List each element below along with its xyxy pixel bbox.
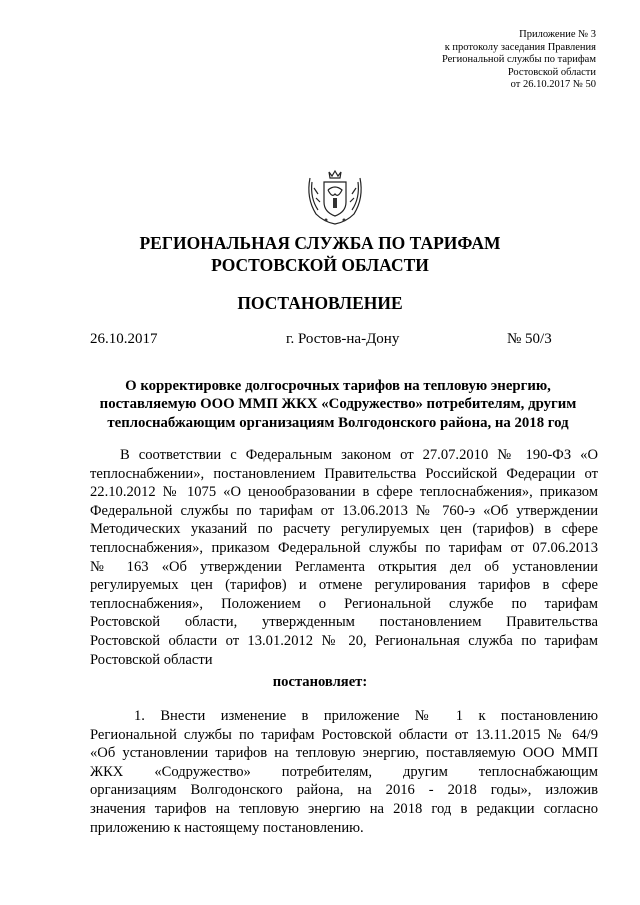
annex-line: Ростовской области: [507, 66, 596, 78]
preamble-line: регулируемых цен (тарифов) и отмене регулирования тарифов в сфере: [90, 577, 598, 594]
item-1-line: 1. Внести изменение в приложение № 1 к постановлению: [134, 708, 598, 724]
annex-line: Приложение № 3: [519, 29, 596, 40]
subject-line: О корректировке долгосрочных тарифов на тепловую энергию,: [125, 378, 551, 394]
document-city: г. Ростов-на-Дону: [286, 331, 400, 347]
subject-line: поставляемую ООО ММП ЖКХ «Содружество» потребителям, другим: [99, 396, 577, 413]
preamble-line: Ростовской области, утвержденным постановлением Правительства: [90, 614, 598, 631]
preamble-line: Ростовской области от 13.01.2012 № 20, Региональная служба по тарифам: [90, 632, 598, 649]
item-1-line: ЖКХ «Содружество» потребителям, другим теплоснабжающим: [90, 763, 598, 780]
preamble-line: В соответствии с Федеральным законом от 27.07.2010 № 190-ФЗ «О: [120, 447, 598, 463]
item-1-line: «Об установлении тарифов на тепловую энергию, поставляемую ООО ММП: [90, 745, 598, 762]
organization-name-line1: РЕГИОНАЛЬНАЯ СЛУЖБА ПО ТАРИФАМ: [139, 233, 501, 253]
annex-line: от 26.10.2017 № 50: [510, 79, 596, 91]
preamble-line: Ростовской области: [90, 651, 213, 668]
item-1-paragraph: [90, 707, 598, 837]
annex-reference: [336, 29, 596, 92]
item-1-line: значения тарифов на тепловую энергию на 2018 год в редакции согласно: [90, 800, 598, 817]
document-date: 26.10.2017: [90, 331, 158, 347]
document-subject: [88, 377, 588, 432]
preamble-line: № 163 «Об утверждении Регламента открытия дел об установлении: [90, 558, 598, 575]
coat-of-arms-icon: [302, 168, 368, 226]
item-1-line: организациям Волгодонского района, на 2016 - 2018 годы», изложив: [90, 782, 598, 799]
document-type: ПОСТАНОВЛЕНИЕ: [237, 293, 403, 313]
preamble-line: теплоснабжения», Положением о Региональной службе по тарифам: [90, 595, 598, 612]
preamble-line: Методических указаний по расчету регулируемых цен (тарифов) в сфере: [90, 521, 598, 538]
decision-word: постановляет:: [272, 674, 368, 690]
organization-name-line2: РОСТОВСКОЙ ОБЛАСТИ: [211, 255, 429, 275]
annex-line: к протоколу заседания Правления: [444, 41, 596, 53]
subject-line: теплоснабжающим организациям Волгодонского района, на 2018 год: [107, 414, 569, 431]
annex-line: Региональной службы по тарифам: [441, 54, 596, 66]
preamble-line: теплоснабжения», приказом Федеральной службы по тарифам от 07.06.2013: [90, 539, 598, 556]
preamble-line: 22.10.2012 № 1075 «О ценообразовании в сфере теплоснабжения», приказом: [90, 484, 598, 501]
preamble-paragraph: [90, 446, 598, 669]
item-1-line: Региональной службы по тарифам Ростовской области от 13.11.2015 № 64/9: [90, 726, 598, 743]
item-1-line: приложению к настоящему постановлению.: [90, 819, 364, 836]
preamble-line: теплоснабжении», постановлением Правительства Российской Федерации от: [90, 465, 598, 482]
document-number: № 50/3: [507, 331, 552, 347]
preamble-line: Федеральной службы по тарифам от 13.06.2013 № 760-э «Об утверждении: [90, 502, 598, 519]
organization-name: [0, 232, 640, 276]
